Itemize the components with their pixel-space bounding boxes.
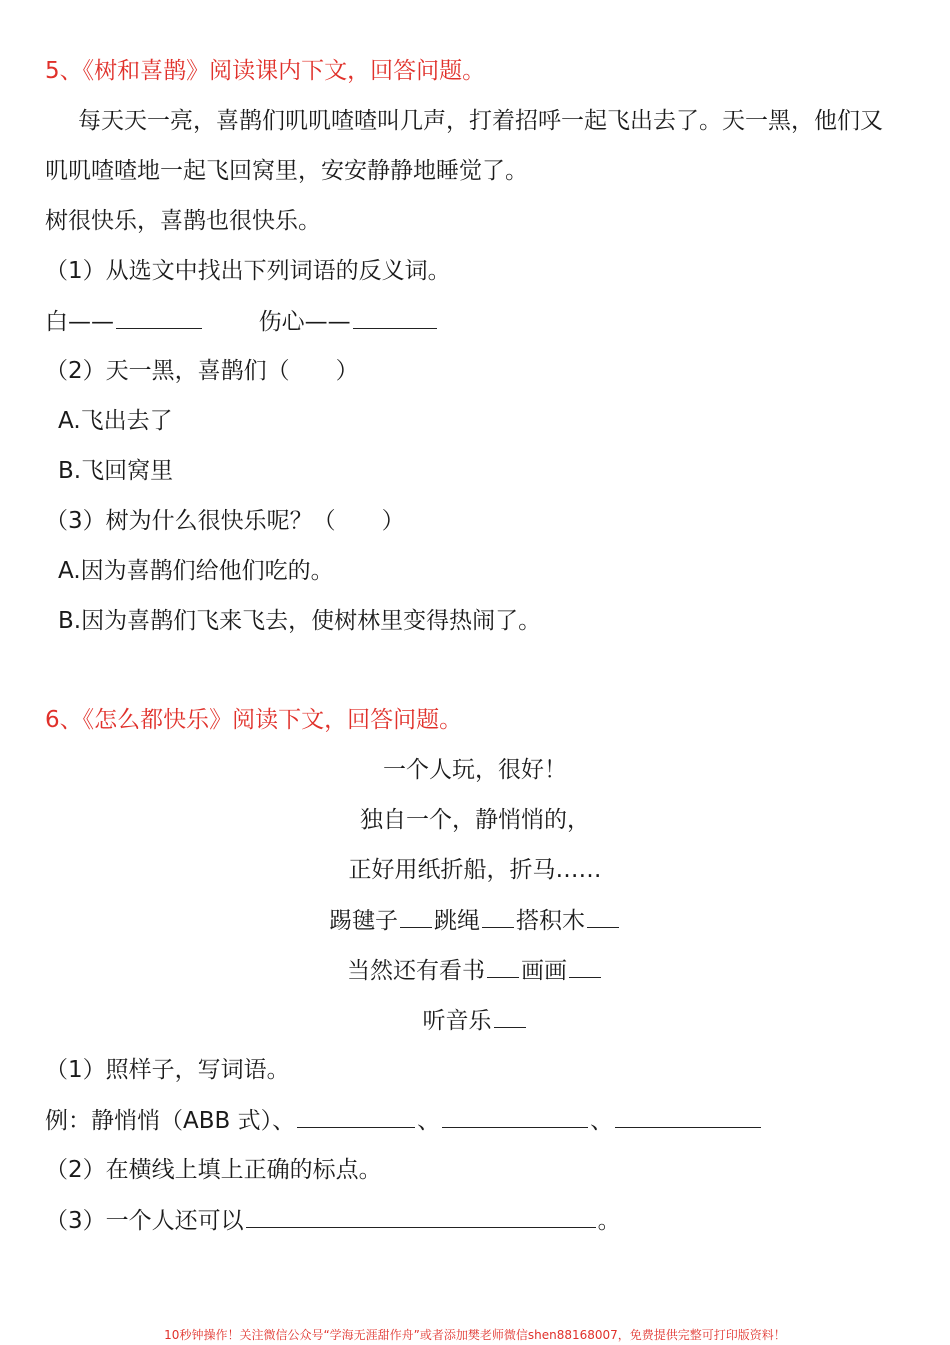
poem-line-1: 一个人玩，很好！ bbox=[383, 757, 567, 783]
poem-word-tiaosheng: 跳绳 bbox=[434, 908, 480, 934]
answer-blank[interactable] bbox=[246, 1205, 596, 1228]
punct-blank-5[interactable] bbox=[569, 955, 601, 978]
q5-antonym-row bbox=[45, 306, 439, 337]
q6-sub3: （3）一个人还可以 bbox=[45, 1208, 244, 1234]
poem-word-huahua: 画画 bbox=[521, 958, 567, 984]
blank-1[interactable] bbox=[116, 306, 202, 329]
end-punct: 。 bbox=[597, 1208, 621, 1234]
q6-example-row bbox=[45, 1105, 763, 1136]
poem-word-kanshu: 当然还有看书 bbox=[347, 958, 485, 984]
punct-blank-4[interactable] bbox=[487, 955, 519, 978]
q6-sub2: （2）在横线上填上正确的标点。 bbox=[45, 1157, 382, 1183]
q5-sub1: （1）从选文中找出下列词语的反义词。 bbox=[45, 258, 451, 284]
poem-line-6 bbox=[0, 1005, 950, 1036]
q5-sub2-option-a: A.飞出去了 bbox=[58, 408, 173, 434]
punct-blank-3[interactable] bbox=[587, 905, 619, 928]
q6-sub3-row bbox=[45, 1205, 621, 1236]
poem-line-5 bbox=[0, 955, 950, 986]
poem-word-jianzi: 踢毽子 bbox=[329, 908, 398, 934]
q5-sub2-option-b: B.飞回窝里 bbox=[58, 458, 174, 484]
poem-line-4 bbox=[0, 905, 950, 936]
q5-sub3-option-b: B.因为喜鹊们飞来飞去，使树林里变得热闹了。 bbox=[58, 608, 542, 634]
separator-2: 、 bbox=[590, 1108, 614, 1134]
q5-passage-line2: 叽叽喳喳地一起飞回窝里，安安静静地睡觉了。 bbox=[45, 158, 528, 184]
blank-2[interactable] bbox=[353, 306, 437, 329]
q5-passage-line1: 每天天一亮，喜鹊们叽叽喳喳叫几声，打着招呼一起飞出去了。天一黑，他们又 bbox=[78, 108, 883, 134]
poem-line-3: 正好用纸折船，折马…… bbox=[348, 857, 602, 883]
antonym-word-2: 伤心—— bbox=[258, 309, 351, 335]
footer-notice: 10秒钟操作！关注微信公众号“学海无涯甜作舟”或者添加樊老师微信shen88168007，免费提供完整可打印版资料！ bbox=[164, 1328, 786, 1342]
word-blank-2[interactable] bbox=[442, 1105, 588, 1128]
poem-line-2: 独自一个，静悄悄的， bbox=[360, 807, 590, 833]
punct-blank-6[interactable] bbox=[494, 1005, 526, 1028]
q5-sub2: （2）天一黑，喜鹊们（ ） bbox=[45, 358, 359, 384]
poem-word-yinyue: 听音乐 bbox=[422, 1008, 492, 1034]
word-blank-1[interactable] bbox=[297, 1105, 415, 1128]
q6-title: 6、《怎么都快乐》阅读下文，回答问题。 bbox=[45, 707, 463, 733]
q5-passage-line3: 树很快乐，喜鹊也很快乐。 bbox=[45, 208, 321, 234]
separator-1: 、 bbox=[417, 1108, 441, 1134]
antonym-word-1: 白—— bbox=[45, 309, 114, 335]
poem-word-jimu: 搭积木 bbox=[516, 908, 585, 934]
q5-title: 5、《树和喜鹊》阅读课内下文，回答问题。 bbox=[45, 58, 486, 84]
punct-blank-1[interactable] bbox=[400, 905, 432, 928]
punct-blank-2[interactable] bbox=[482, 905, 514, 928]
q5-sub3-option-a: A.因为喜鹊们给他们吃的。 bbox=[58, 558, 334, 584]
q6-sub1: （1）照样子，写词语。 bbox=[45, 1057, 290, 1083]
example-text: 例：静悄悄（ABB 式）、 bbox=[45, 1108, 296, 1134]
q5-sub3: （3）树为什么很快乐呢？（ ） bbox=[45, 508, 405, 534]
word-blank-3[interactable] bbox=[615, 1105, 761, 1128]
